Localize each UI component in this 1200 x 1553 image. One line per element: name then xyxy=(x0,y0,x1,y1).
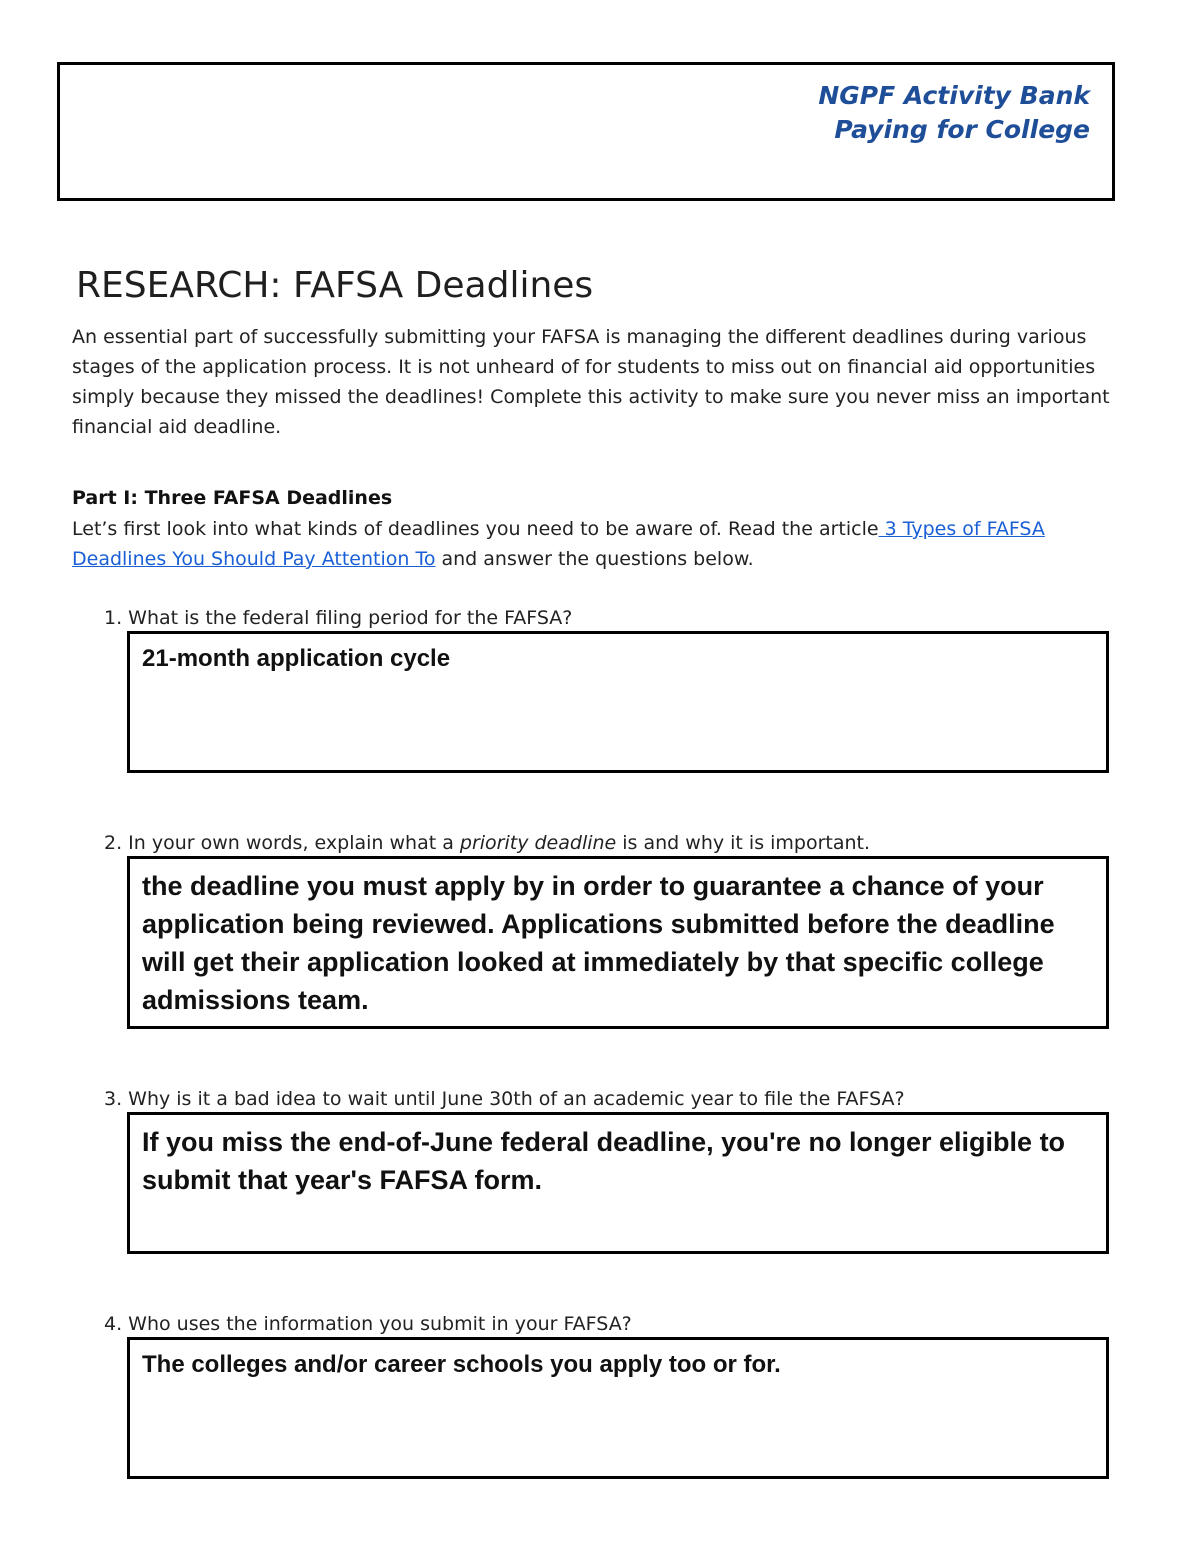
answer-box-1[interactable] xyxy=(127,631,1109,773)
page-title: RESEARCH: FAFSA Deadlines xyxy=(76,265,594,306)
question-2-emphasis: priority deadline xyxy=(459,832,617,854)
question-2-prefix: 2. In your own words, explain what a xyxy=(104,832,460,854)
intro-paragraph: An essential part of successfully submitting your FAFSA is managing the different deadlines during various stages of the application process. It is not unheard of for students to miss out on financial aid opportunities simply because they missed the deadlines! Complete this activity to make sure you never miss an important financial aid deadline. xyxy=(72,326,1110,438)
answer-box-2[interactable] xyxy=(127,856,1109,1029)
answer-box-3[interactable] xyxy=(127,1112,1109,1254)
answer-2-text: the deadline you must apply by in order to guarantee a chance of your application being reviewed. Applications submitted before the deadline will get their application looked at immediately by that specific college admissions team. xyxy=(142,871,1055,1015)
article-link[interactable]: 3 Types of FAFSA Deadlines You Should Pay Attention To xyxy=(72,518,1045,570)
question-2-suffix: is and why it is important. xyxy=(616,832,871,854)
question-3: 3. Why is it a bad idea to wait until June 30th of an academic year to file the FAFSA? xyxy=(104,1088,905,1110)
header-box xyxy=(57,62,1115,201)
answer-box-4[interactable] xyxy=(127,1337,1109,1479)
part-1-heading: Part I: Three FAFSA Deadlines xyxy=(72,487,393,509)
instruction-text-before: Let’s first look into what kinds of deadlines you need to be aware of. Read the article xyxy=(72,518,879,540)
part-1-instructions xyxy=(72,514,1132,574)
answer-1-text: 21-month application cycle xyxy=(142,645,451,672)
answer-3-text: If you miss the end-of-June federal deadline, you're no longer eligible to submit that year's FAFSA form. xyxy=(142,1127,1066,1195)
brand-line-activity-bank: NGPF Activity Bank xyxy=(818,81,1090,110)
question-4: 4. Who uses the information you submit in your FAFSA? xyxy=(104,1313,632,1335)
instruction-text-after: and answer the questions below. xyxy=(435,548,754,570)
answer-4-text: The colleges and/or career schools you apply too or for. xyxy=(142,1351,781,1378)
brand-block xyxy=(818,79,1090,147)
question-1: 1. What is the federal filing period for the FAFSA? xyxy=(104,607,573,629)
question-2 xyxy=(104,830,870,856)
brand-line-paying-for-college: Paying for College xyxy=(834,115,1090,144)
